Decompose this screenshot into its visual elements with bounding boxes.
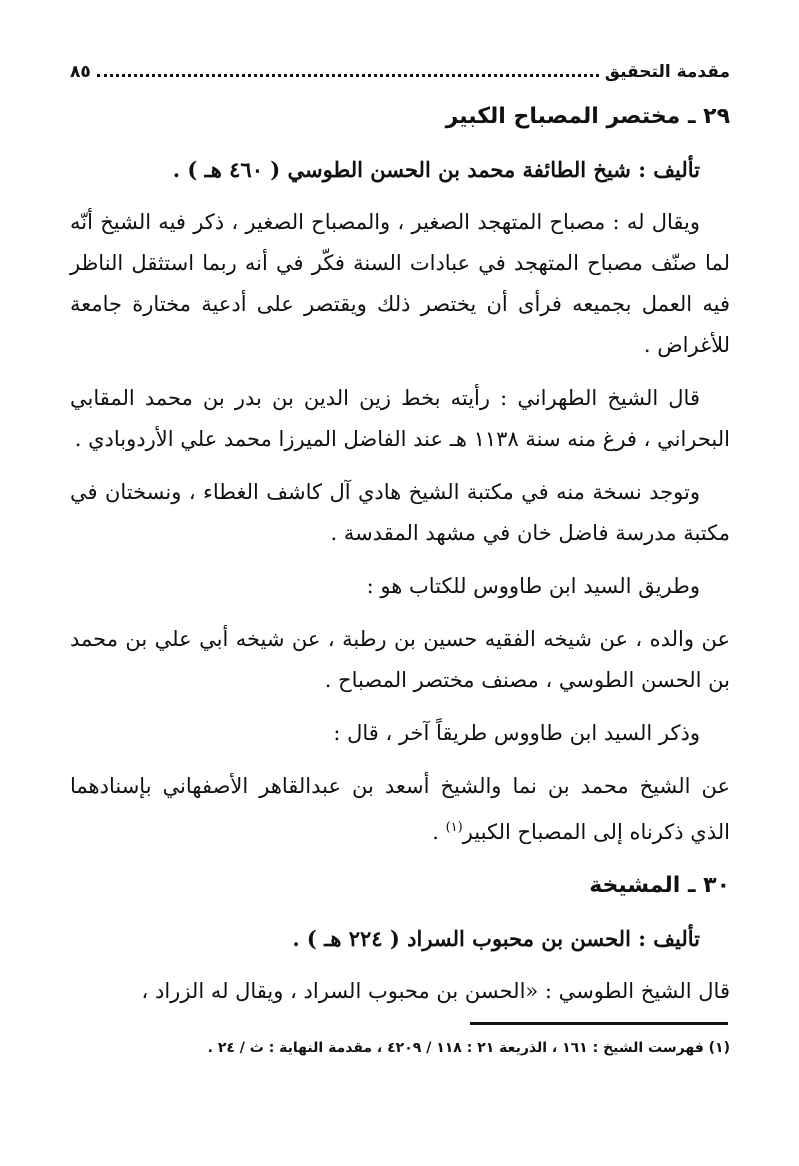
running-title: مقدمة التحقيق [604, 62, 730, 82]
page-number: ٨٥ [70, 62, 91, 82]
paragraph: قال الشيخ الطهراني : رأيته بخط زين الدين بن بدر بن محمد المقابي البحراني ، فرغ منه سنة ١١٣٨ هـ عند الفاضل الميرزا محمد علي الأردوبادي . [70, 386, 730, 451]
paragraph-text: عن الشيخ محمد بن نما والشيخ أسعد بن عبدالقاهر الأصفهاني بإسنادهما الذي ذكرناه إلى المصباح الكبير [70, 774, 730, 844]
footnote-marker: (١) [445, 820, 463, 835]
page-body [70, 96, 730, 1024]
author-line: تأليف : شيخ الطائفة محمد بن الحسن الطوسي ( ٤٦٠ هـ ) . [172, 157, 700, 182]
author-line: تأليف : الحسن بن محبوب السراد ( ٢٢٤ هـ ) . [292, 926, 700, 951]
paragraph: عن والده ، عن شيخه الفقيه حسين بن رطبة ، عن شيخه أبي علي بن محمد بن الحسن الطوسي ، مصنف مختصر المصباح . [70, 627, 730, 692]
footnote: (١) فهرست الشيخ : ١٦١ ، الذريعة ٢١ : ١١٨ / ٤٢٠٩ ، مقدمة النهاية : ث / ٢٤ . [207, 1040, 730, 1056]
paragraph: ويقال له : مصباح المتهجد الصغير ، والمصباح الصغير ، ذكر فيه الشيخ أنّه لما صنّف مصباح المتهجد في عبادات السنة فكّر في أنه ربما استثقل الناظر فيه العمل بجميعه فرأى أن يختصر ذلك ويقتصر على أدعية مختارة جامعة للأغراض . [70, 210, 730, 357]
section-heading: ٣٠ ـ المشيخة [589, 873, 730, 898]
paragraph: وذكر السيد ابن طاووس طريقاً آخر ، قال : [333, 721, 700, 745]
running-header [70, 52, 730, 82]
paragraph [70, 766, 730, 853]
paragraph: وتوجد نسخة منه في مكتبة الشيخ هادي آل كاشف الغطاء ، ونسختان في مكتبة مدرسة فاضل خان في مشهد المقدسة . [70, 480, 730, 545]
footnote-separator [470, 1022, 728, 1025]
header-dot-leader [97, 74, 599, 77]
paragraph: قال الشيخ الطوسي : «الحسن بن محبوب السراد ، ويقال له الزراد ، [141, 979, 730, 1003]
section-heading: ٢٩ ـ مختصر المصباح الكبير [445, 104, 730, 129]
paragraph: وطريق السيد ابن طاووس للكتاب هو : [366, 574, 700, 598]
paragraph-end: . [432, 820, 439, 844]
